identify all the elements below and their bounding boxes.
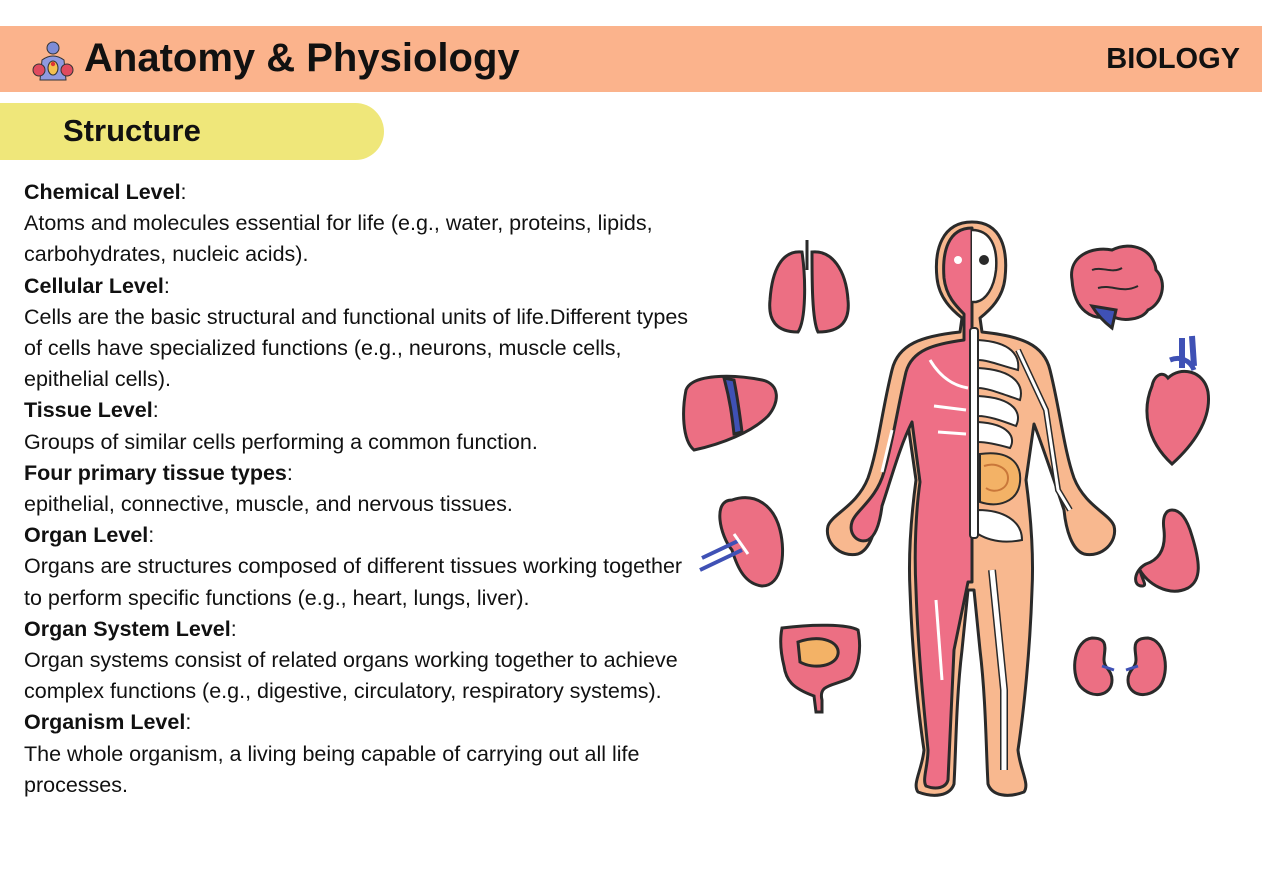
level-text: Organ systems consist of related organs working together to achieve complex functions (e.g., digestive, circulatory, respiratory systems).	[24, 648, 678, 704]
section-title: Structure	[63, 113, 201, 148]
level-text: Cells are the basic structural and functional units of life.Different types of cells have specialized functions (e.g., neurons, muscle cells, epithelial cells).	[24, 304, 689, 392]
level-text: epithelial, connective, muscle, and nervous tissues.	[24, 492, 513, 517]
level-heading: Organism Level:	[24, 710, 192, 735]
level-heading: Four primary tissue types:	[24, 460, 293, 485]
level-heading: Organ Level:	[24, 523, 155, 548]
level-heading: Chemical Level:	[24, 180, 187, 204]
level-text: The whole organism, a living being capable of carrying out all life processes.	[24, 741, 640, 797]
header-bar	[0, 26, 1262, 92]
level-text: Organs are structures composed of different tissues working together to perform specific functions (e.g., heart, lungs, liver).	[24, 554, 683, 610]
level-heading: Organ System Level:	[24, 616, 237, 641]
heart-icon	[1147, 336, 1209, 464]
intestines-icon	[781, 625, 860, 712]
level-text: Groups of similar cells performing a common function.	[24, 429, 538, 454]
level-text: Atoms and molecules essential for life (e.g., water, proteins, lipids, carbohydrates, nucleic acids).	[24, 211, 653, 267]
level-heading: Tissue Level:	[24, 398, 159, 423]
level-heading: Cellular Level:	[24, 273, 170, 298]
anatomy-illustration	[672, 210, 1232, 810]
page-title: Anatomy & Physiology	[84, 36, 520, 80]
levels-list	[24, 177, 704, 801]
subject-label: BIOLOGY	[1106, 43, 1240, 75]
liver-icon	[684, 376, 777, 450]
section-pill	[0, 103, 384, 160]
kidneys-pair-icon	[1075, 638, 1166, 695]
anatomy-body-icon	[30, 40, 76, 82]
brain-icon	[1072, 246, 1163, 328]
kidney-icon	[700, 498, 783, 586]
intestines-inner	[980, 453, 1020, 504]
lungs-icon	[770, 240, 849, 332]
stomach-icon	[1136, 510, 1199, 591]
